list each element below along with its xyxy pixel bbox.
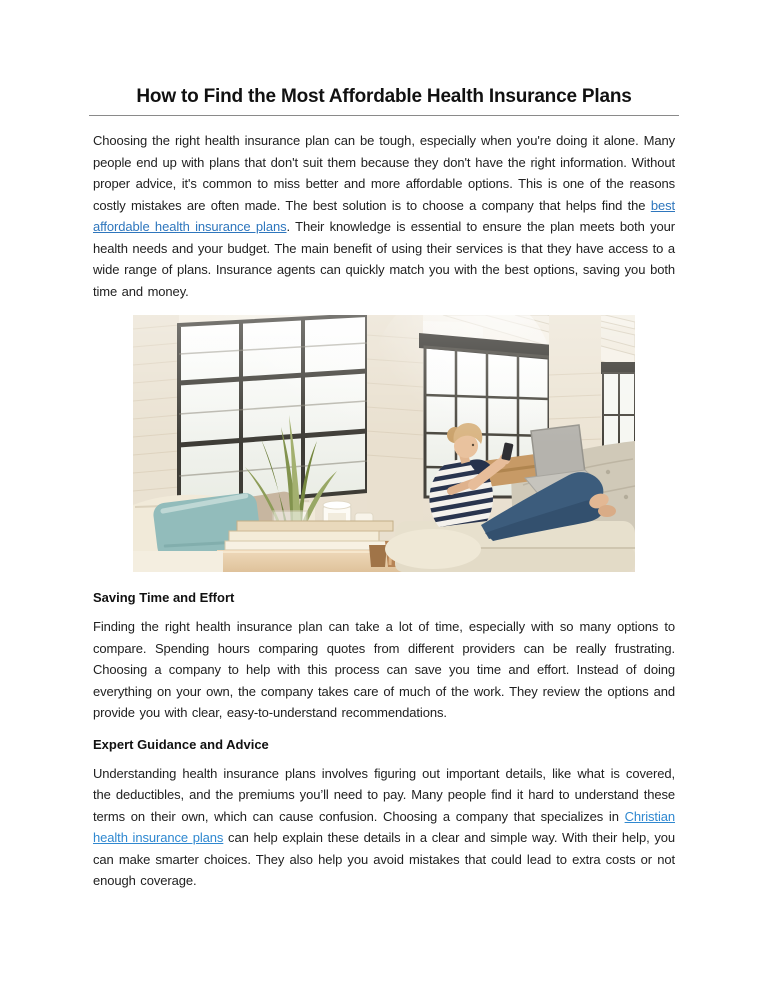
intro-paragraph — [93, 130, 675, 302]
title-divider — [89, 115, 679, 116]
section-heading-saving-time: Saving Time and Effort — [93, 590, 235, 605]
best-affordable-plans-link[interactable]: best affordable health insurance plans — [93, 197, 675, 234]
page-title: How to Find the Most Affordable Health Insurance Plans — [136, 86, 632, 107]
christian-plans-link[interactable]: Christian health insurance plans — [93, 808, 675, 845]
photo-illustration — [133, 315, 635, 572]
expert-guidance-paragraph — [93, 763, 675, 892]
saving-time-paragraph: Finding the right health insurance plan can take a lot of time, especially with so many options to compare. Spending hours comparing quotes from different providers can be really frustrating. Choosing a company to help with this process can save you time and effort. Instead of doing everything on your own, the company takes care of much of the work. They review the options and provide you with clear, easy-to-understand recommendations. — [93, 619, 675, 720]
article-photo — [133, 315, 635, 572]
intro-text-before-link: Choosing the right health insurance plan can be tough, especially when you're doing it alone. Many people end up with plans that don't suit them because they don't have the right information. Without proper advice, it's common to miss better and more affordable options. This is one of the reasons costly mistakes are often made. The best solution is to choose a company that helps find the — [93, 133, 675, 213]
guidance-text-before-link: Understanding health insurance plans involves figuring out important details, like what is covered, the deductibles, and the premiums you’ll need to pay. Many people find it hard to understand these terms on their own, which can cause confusion. Choosing a company that specializes in — [93, 765, 675, 824]
sunlight-wash — [133, 315, 635, 572]
intro-text-after-link: . Their knowledge is essential to ensure the plan meets both your health needs and your budget. The main benefit of using their services is that they have access to a wide range of plans. Insurance agents can quickly match you with the best options, saving you both time and money. — [93, 219, 675, 299]
section-heading-expert-guidance: Expert Guidance and Advice — [93, 736, 269, 752]
guidance-text-after-link: can help explain these details in a clear and simple way. With their help, you can make smarter choices. They also help you avoid mistakes that could lead to extra costs or not enough coverage. — [93, 830, 675, 888]
